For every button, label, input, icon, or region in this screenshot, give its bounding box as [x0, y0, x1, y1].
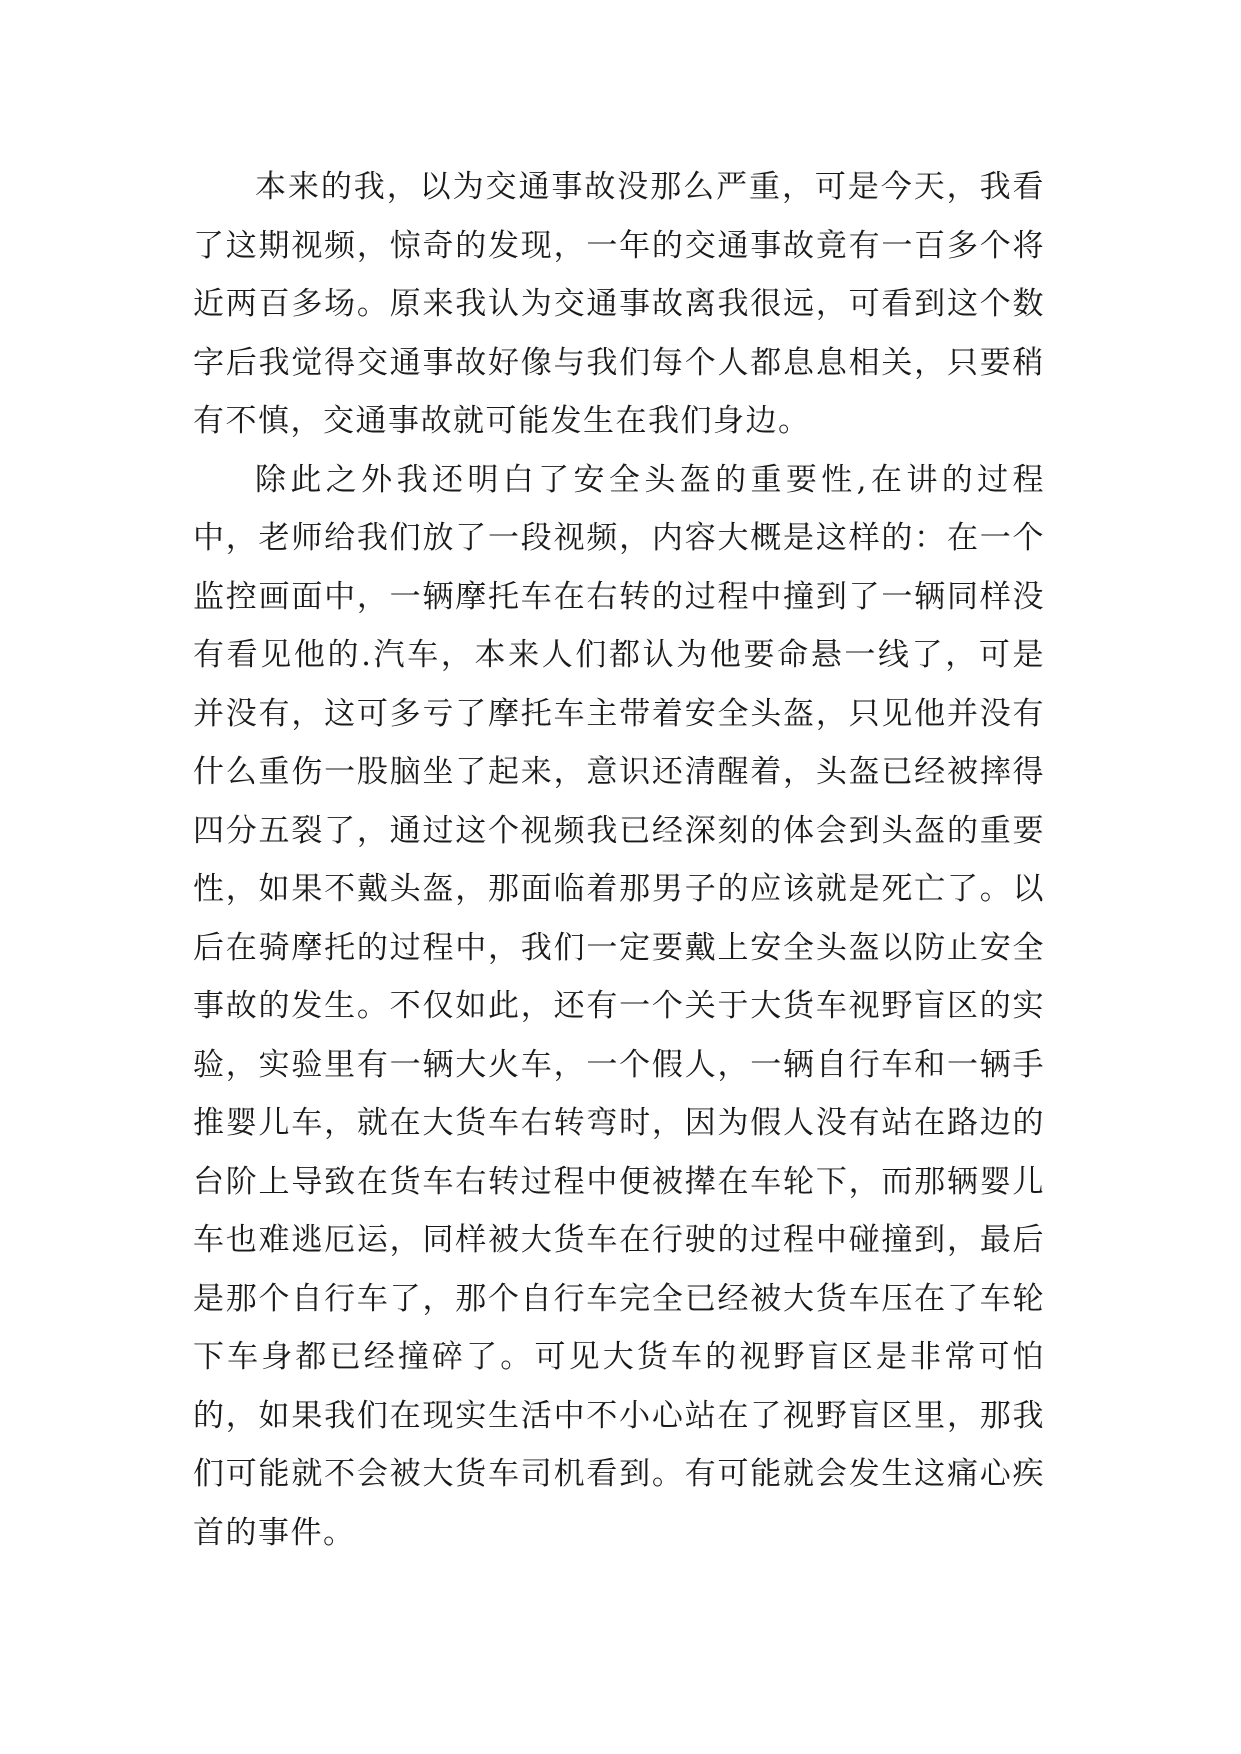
paragraph-2: 除此之外我还明白了安全头盔的重要性,在讲的过程中，老师给我们放了一段视频，内容大概是这样的：在一个监控画面中，一辆摩托车在右转的过程中撞到了一辆同样没有看见他的.汽车，本来人们都认为他要命悬一线了，可是并没有，这可多亏了摩托车主带着安全头盔，只见他并没有什么重伤一股脑坐了起来，意识还清醒着，头盔已经被摔得四分五裂了，通过这个视频我已经深刻的体会到头盔的重要性，如果不戴头盔，那面临着那男子的应该就是死亡了。以后在骑摩托的过程中，我们一定要戴上安全头盔以防止安全事故的发生。不仅如此，还有一个关于大货车视野盲区的实验，实验里有一辆大火车，一个假人，一辆自行车和一辆手推婴儿车，就在大货车右转弯时，因为假人没有站在路边的台阶上导致在货车右转过程中便被撵在车轮下，而那辆婴儿车也难逃厄运，同样被大货车在行驶的过程中碰撞到，最后是那个自行车了，那个自行车完全已经被大货车压在了车轮下车身都已经撞碎了。可见大货车的视野盲区是非常可怕的，如果我们在现实生活中不小心站在了视野盲区里，那我们可能就不会被大货车司机看到。有可能就会发生这痛心疾首的事件。: [193, 461, 1045, 1551]
paragraph-1: 本来的我，以为交通事故没那么严重，可是今天，我看了这期视频，惊奇的发现，一年的交通事故竟有一百多个将近两百多场。原来我认为交通事故离我很远，可看到这个数字后我觉得交通事故好像与我们每个人都息息相关，只要稍有不慎，交通事故就可能发生在我们身边。: [193, 169, 1045, 439]
document-body: [193, 158, 1045, 1562]
